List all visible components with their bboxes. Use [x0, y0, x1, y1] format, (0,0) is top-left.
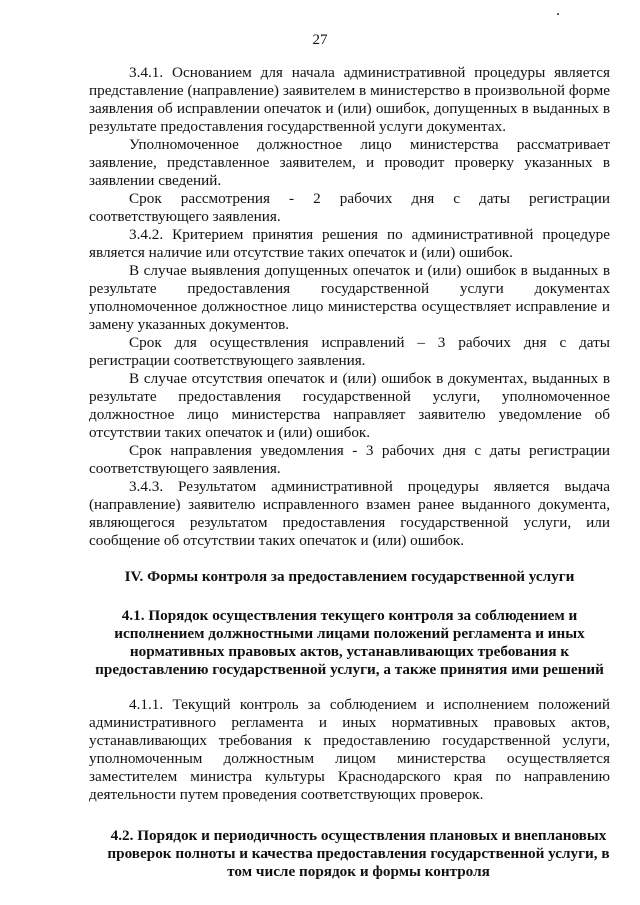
page-number: 27 — [312, 32, 328, 48]
paragraph: 3.4.1. Основанием для начала административной процедуры является представление (направление) заявителем в министерство в произвольной форме заявления об исправлении опечаток и (или) ошибок, допущенных в выданных в результате предоставления государственной услуги документах. — [89, 64, 610, 135]
paragraph: Срок для осуществления исправлений – 3 рабочих дня с даты регистрации соответствующего заявления. — [89, 334, 610, 369]
paragraph: Срок направления уведомления - 3 рабочих дня с даты регистрации соответствующего заявления. — [89, 442, 610, 477]
document-body — [89, 64, 610, 881]
section-heading: IV. Формы контроля за предоставлением государственной услуги — [124, 568, 575, 585]
paragraph: 4.1.1. Текущий контроль за соблюдением и исполнением положений административного регламента и иных нормативных правовых актов, устанавливающих требования к предоставлению государственной услуги, уполномоченным должностным лицом министерства осуществляется заместителем министра культуры Краснодарского края по направлению деятельности путем проведения соответствующих проверок. — [89, 696, 610, 803]
paragraph: В случае отсутствия опечаток и (или) ошибок в документах, выданных в результате предоставления государственной услуги, уполномоченное должностное лицо министерства направляет заявителю уведомление об отсутствии таких опечаток и (или) ошибок. — [89, 370, 610, 441]
subsection-heading-4-1: 4.1. Порядок осуществления текущего контроля за соблюдением и исполнением должностными лицами положений регламента и иных нормативных правовых актов, устанавливающих требования к предоставлению государственной услуги, а также принятия ими решений — [95, 607, 604, 678]
paragraph: В случае выявления допущенных опечаток и (или) ошибок в выданных в результате предоставления государственной услуги документах уполномоченное должностное лицо министерства осуществляет исправление и замену указанных документов. — [89, 262, 610, 333]
paragraph: Срок рассмотрения - 2 рабочих дня с даты регистрации соответствующего заявления. — [89, 190, 610, 225]
subsection-heading-4-2: 4.2. Порядок и периодичность осуществления плановых и внеплановых проверок полноты и качества предоставления государственной услуги, в том числе порядок и формы контроля — [107, 827, 610, 880]
paragraph: 3.4.3. Результатом административной процедуры является выдача (направление) заявителю исправленного взамен ранее выданного документа, являющегося результатом предоставления государственной услуги, или сообщение об отсутствии таких опечаток и (или) ошибок. — [89, 478, 610, 549]
paragraph: Уполномоченное должностное лицо министерства рассматривает заявление, представленное заявителем, и проводит проверку указанных в заявлении сведений. — [89, 136, 610, 189]
paragraph: 3.4.2. Критерием принятия решения по административной процедуре является наличие или отсутствие таких опечаток и (или) ошибок. — [89, 226, 610, 261]
scan-mark — [557, 13, 559, 15]
